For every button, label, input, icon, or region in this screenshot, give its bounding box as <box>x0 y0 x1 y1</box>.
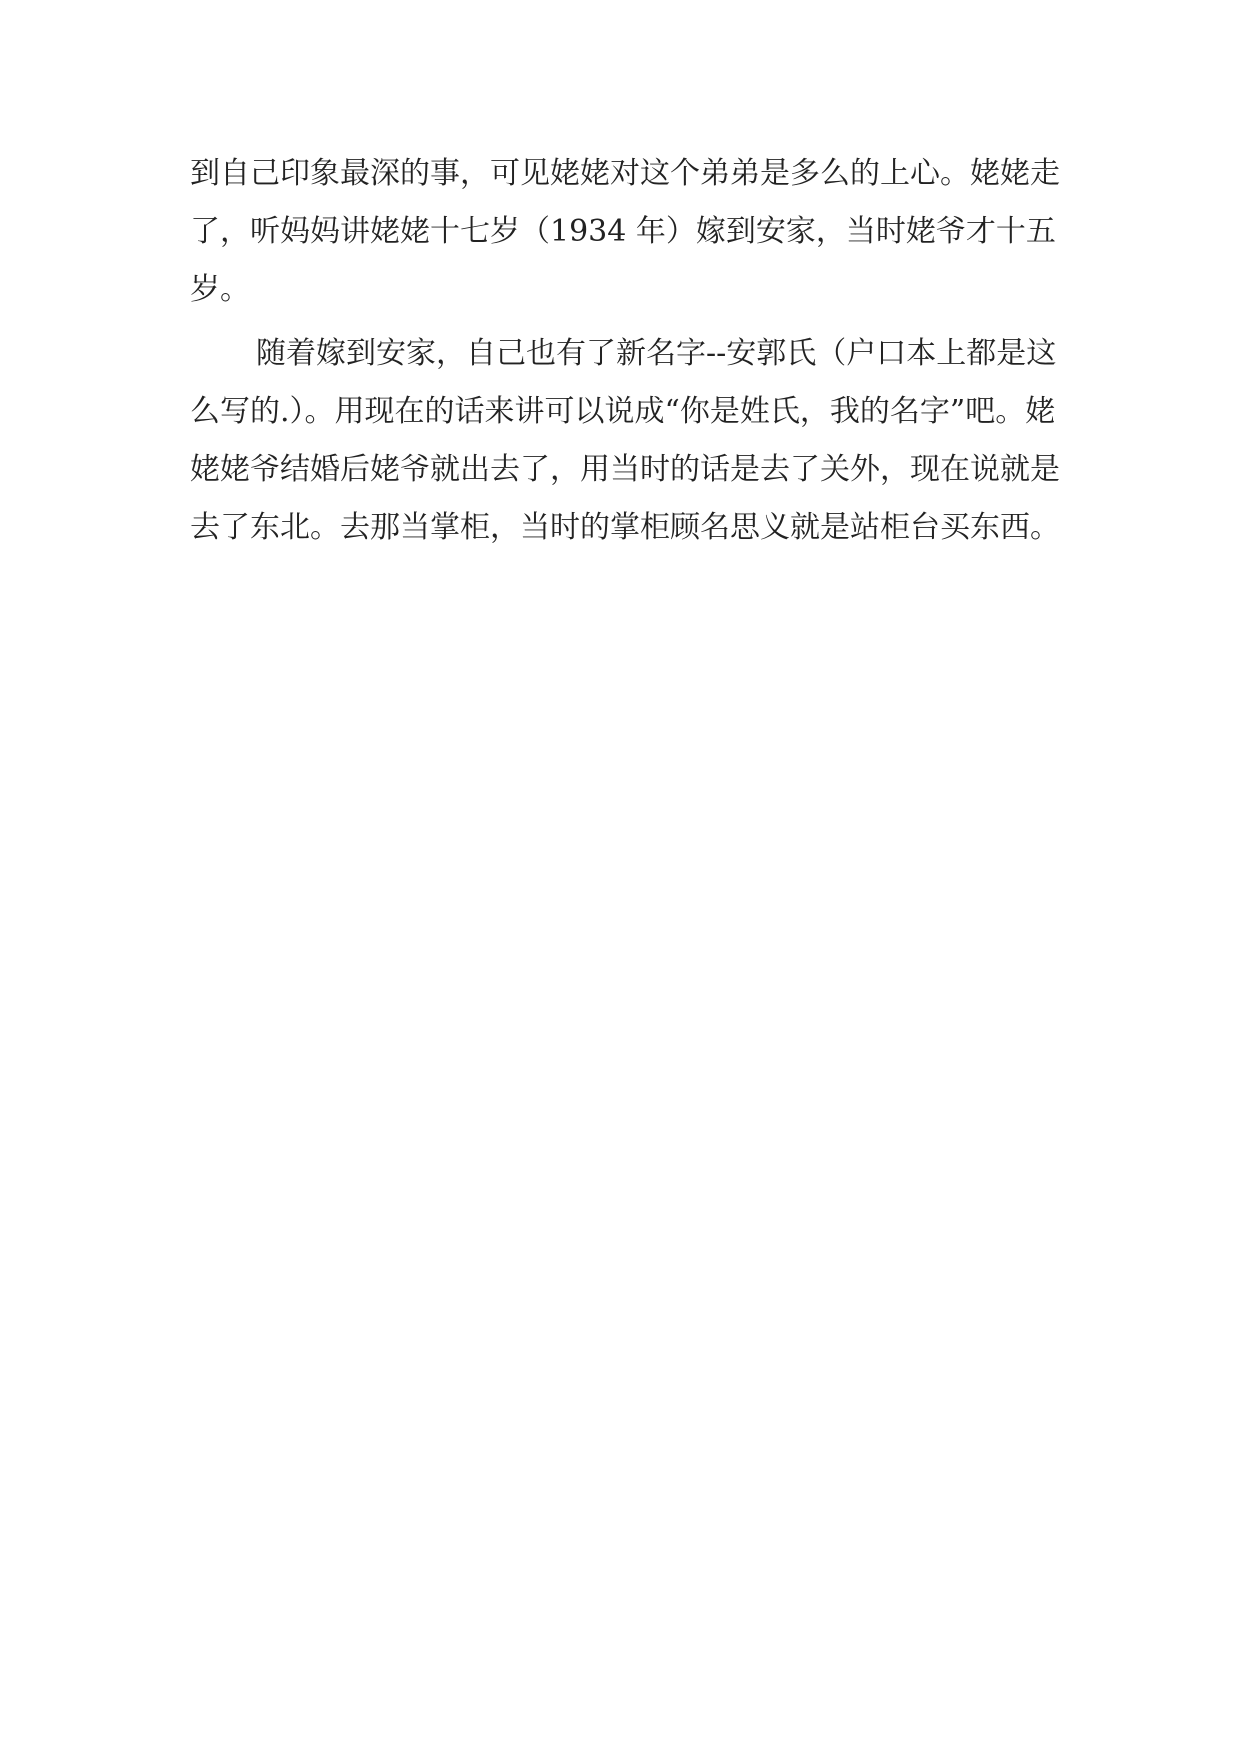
paragraph: 随着嫁到安家，自己也有了新名字--安郭氏（户口本上都是这么写的.）。用现在的话来讲可以说成“你是姓氏，我的名字”吧。姥姥姥爷结婚后姥爷就出去了，用当时的话是去了关外，现在说就是去了东北。去那当掌柜，当时的掌柜顾名思义就是站柜台买东西。 <box>190 336 1060 545</box>
document-page <box>190 145 1070 557</box>
paragraph: 到自己印象最深的事，可见姥姥对这个弟弟是多么的上心。姥姥走了，听妈妈讲姥姥十七岁（1934 年）嫁到安家，当时姥爷才十五岁。 <box>190 156 1060 307</box>
